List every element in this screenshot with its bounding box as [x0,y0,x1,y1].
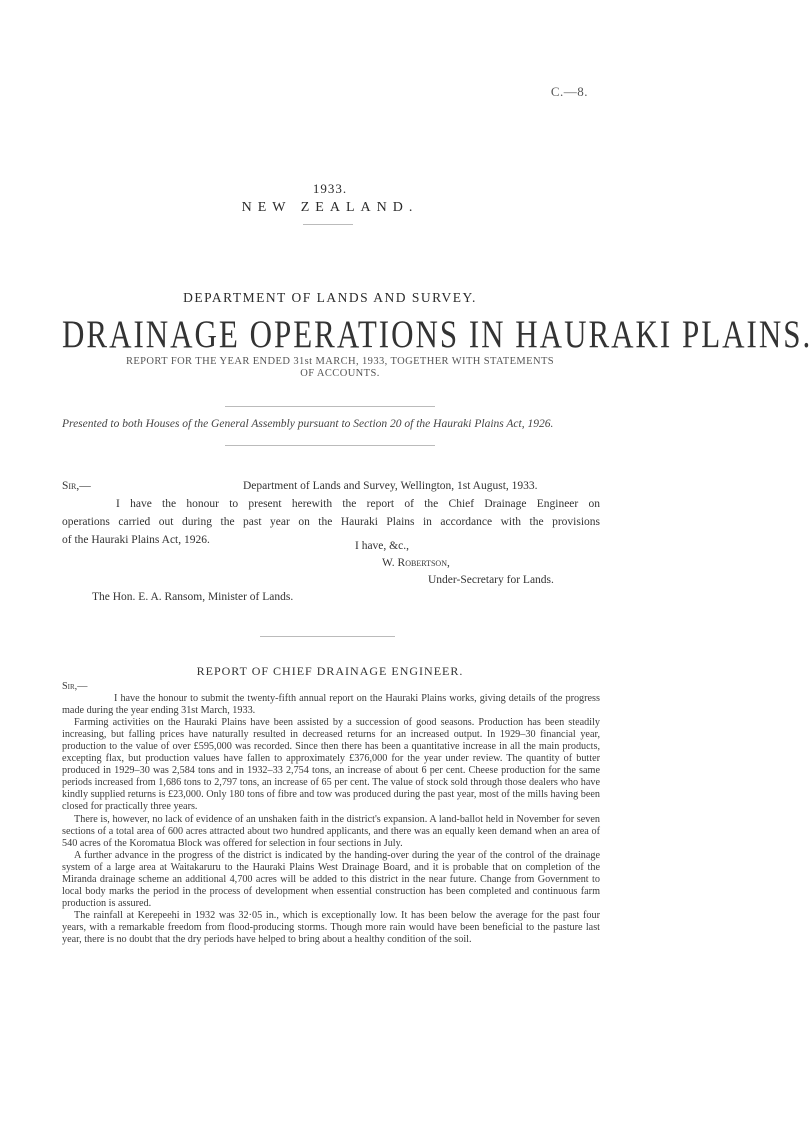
letter-recipient: The Hon. E. A. Ransom, Minister of Lands. [92,591,294,603]
presented-statement: Presented to both Houses of the General Assembly pursuant to Section 20 of the Hauraki Plains Act, 1926. [62,418,554,430]
report-paragraph-1: I have the honour to submit the twenty-fifth annual report on the Hauraki Plains works, giving details of the progress made during the year ending 31st March, 1933. [62,693,600,717]
country-heading: NEW ZEALAND. [241,200,419,215]
report-paragraph-5: The rainfall at Kerepeehi in 1932 was 32·05 in., which is exceptionally low. It has been below the average for the past four years, with a remarkable freedom from flood-producing storms. Though more rain would have been beneficial to the pasture last year, there is no doubt that the dry periods have helped to bring about a healthy condition of the soil. [62,909,600,945]
report-paragraph-2: Farming activities on the Hauraki Plains have been assisted by a succession of good seasons. Production has been steadily increasing, but falling prices have naturally resulted in decreased returns for an increased output. In 1929–30 financial year, production to the value of over £595,000 was recorded. Since then there has been a quantitative increase in all the main products, excepting flax, but production values have fallen to approximately £376,000 for the year under review. The quantity of butter produced in 1929–30 was 2,584 tons and in 1932–33 2,754 tons, an increase of about 6 per cent. Cheese production for the same periods increased from 1,686 tons to 2,797 tons, an increase of 65 per cent. The value of stock sold through those dealers who have kindly supplied returns is £23,000. Only 180 tons of fibre and tow was produced during the past year, most of the mills having been closed for practically three years. [62,717,600,813]
letter-body-line-2: operations carried out during the past year on the Hauraki Plains in accordance with the provisions [62,516,600,528]
report-body [62,681,600,946]
subtitle-line-1: REPORT FOR THE YEAR ENDED 31st MARCH, 1933, TOGETHER WITH STATEMENTS [125,356,555,367]
letter-address-date: Department of Lands and Survey, Wellington, 1st August, 1933. [243,480,538,492]
header-divider [303,224,353,225]
letter-body-line-1: I have the honour to present herewith the report of the Chief Drainage Engineer on [116,498,600,510]
letter-closing: I have, &c., [355,540,409,552]
document-title: DRAINAGE OPERATIONS IN HAURAKI PLAINS. [62,312,812,356]
presented-top-rule [225,406,435,407]
department-heading: DEPARTMENT OF LANDS AND SURVEY. [183,290,477,305]
report-salutation: Sir,— [62,681,88,692]
subtitle-line-2: OF ACCOUNTS. [300,368,380,379]
presented-bottom-rule [225,445,435,446]
report-heading: REPORT OF CHIEF DRAINAGE ENGINEER. [196,664,464,678]
letter-signatory-title: Under-Secretary for Lands. [428,574,554,586]
report-year: 1933. [312,181,348,196]
letter-salutation: Sir,— [62,480,91,492]
parliamentary-paper-reference: C.—8. [550,84,588,99]
letter-body-line-3: of the Hauraki Plains Act, 1926. [62,534,210,546]
document-subtitle [110,356,570,380]
letter-signatory: W. Robertson, [382,557,450,569]
report-paragraph-4: A further advance in the progress of the district is indicated by the handing-over during the year of the control of the drainage system of a large area at Waitakaruru to the Hauraki Plains West Drainage Board, and it is probable that on completion of the Miranda drainage scheme an additional 4,700 acres will be added to this district in the near future. Change from Government to local body marks the period in the process of development when essential construction has been completed and continuous farm production is assured. [62,849,600,909]
section-divider [260,636,395,637]
report-paragraph-3: There is, however, no lack of evidence of an unshaken faith in the district's expansion. A land-ballot held in November for seven sections of a total area of 600 acres attracted about two hundred applicants, and there was an equally keen demand when an area of 540 acres of the Koromatua Block was offered for selection in four sections in July. [62,813,600,849]
